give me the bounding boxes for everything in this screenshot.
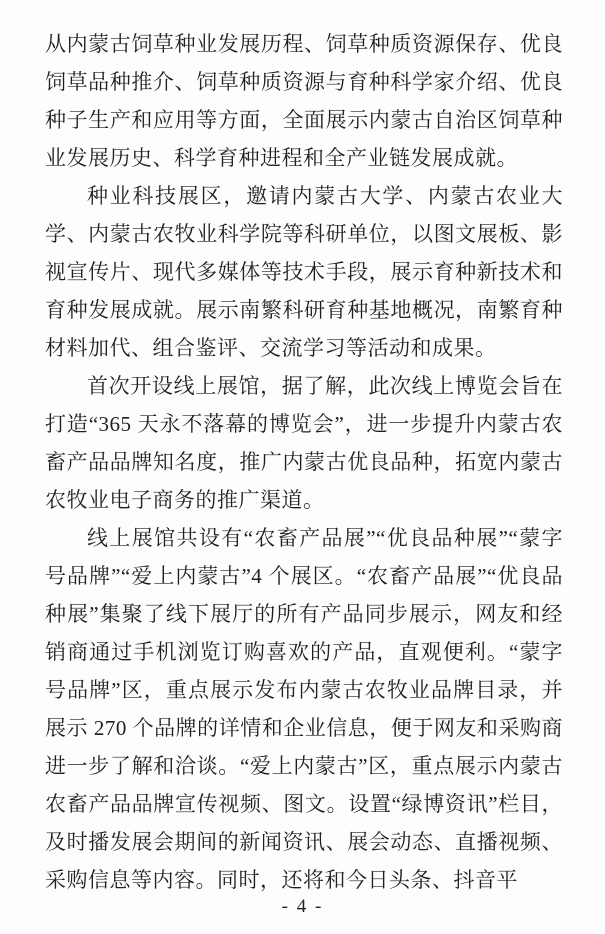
paragraph-4: 线上展馆共设有“农畜产品展”“优良品种展”“蒙字号品牌”“爱上内蒙古”4 个展区。“农畜产品展”“优良品种展”集聚了线下展厅的所有产品同步展示，网友和经销商通过手机浏览订购喜欢的产品，直观便利。“蒙字号品牌”区，重点展示发布内蒙古农牧业品牌目录，并展示 270 个品牌的详情和企业信息，便于网友和采购商进一步了解和洽谈。“爱上内蒙古”区，重点展示内蒙古农畜产品品牌宣传视频、图文。设置“绿博资讯”栏目，及时播发展会期间的新闻资讯、展会动态、直播视频、采购信息等内容。同时，还将和今日头条、抖音平 [45,526,563,892]
paragraph-3: 首次开设线上展馆，据了解，此次线上博览会旨在打造“365 天永不落幕的博览会”，进一步提升内蒙古农畜产品品牌知名度，推广内蒙古优良品种，拓宽内蒙古农牧业电子商务的推广渠道。 [45,374,563,512]
paragraph-2: 种业科技展区，邀请内蒙古大学、内蒙古农业大学、内蒙古农牧业科学院等科研单位，以图文展板、影视宣传片、现代多媒体等技术手段，展示育种新技术和育种发展成就。展示南繁科研育种基地概况，南繁育种材料加代、组合鉴评、交流学习等活动和成果。 [45,184,563,360]
page-number: - 4 - [281,896,324,917]
document-body [45,25,563,899]
paragraph-1: 从内蒙古饲草种业发展历程、饲草种质资源保存、优良饲草品种推介、饲草种质资源与育种科学家介绍、优良种子生产和应用等方面，全面展示内蒙古自治区饲草种业发展历史、科学育种进程和全产业链发展成就。 [45,32,563,170]
